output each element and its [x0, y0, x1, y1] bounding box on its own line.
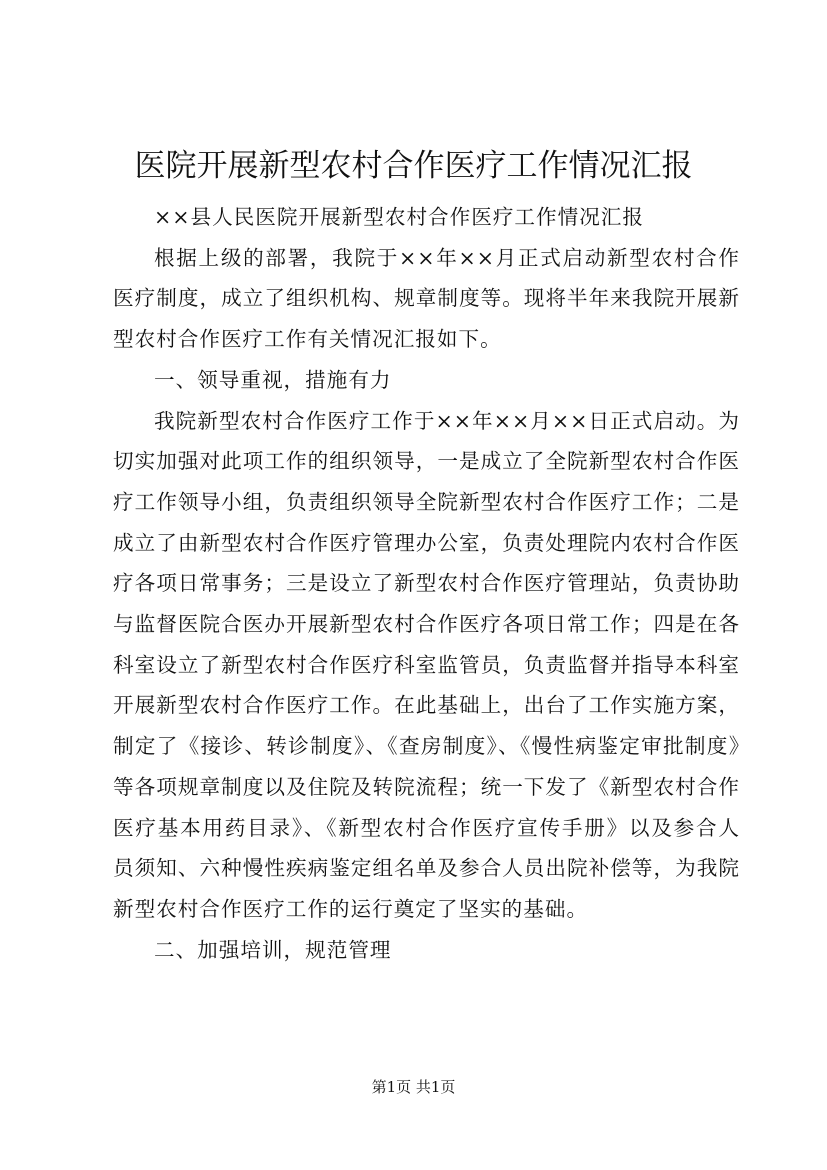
intro-paragraph: 根据上级的部署，我院于××年××月正式启动新型农村合作医疗制度，成立了组织机构、规章制度等。现将半年来我院开展新型农村合作医疗工作有关情况汇报如下。: [113, 245, 740, 352]
section-heading-1: 一、领导重视，措施有力: [154, 367, 392, 392]
subtitle-paragraph: ××县人民医院开展新型农村合作医疗工作情况汇报: [154, 205, 644, 229]
section-heading-2: 二、加强培训，规范管理: [154, 937, 392, 962]
document-title: 医院开展新型农村合作医疗工作情况汇报: [134, 148, 693, 184]
section-1-paragraph: 我院新型农村合作医疗工作于××年××月××日正式启动。为切实加强对此项工作的组织领导，一是成立了全院新型农村合作医疗工作领导小组，负责组织领导全院新型农村合作医疗工作；二是成立了由新型农村合作医疗管理办公室，负责处理院内农村合作医疗各项日常事务；三是设立了新型农村合作医疗管理站，负责协助与监督医院合医办开展新型农村合作医疗各项日常工作；四是在各科室设立了新型农村合作医疗科室监管员，负责监督并指导本科室开展新型农村合作医疗工作。在此基础上，出台了工作实施方案，制定了《接诊、转诊制度》、《查房制度》、《慢性病鉴定审批制度》等各项规章制度以及住院及转院流程；统一下发了《新型农村合作医疗基本用药目录》、《新型农村合作医疗宣传手册》以及参合人员须知、六种慢性疾病鉴定组名单及参合人员出院补偿等，为我院新型农村合作医疗工作的运行奠定了坚实的基础。: [113, 408, 740, 921]
page-footer: 第1页 共1页: [371, 1078, 456, 1096]
document-body: [113, 197, 740, 970]
